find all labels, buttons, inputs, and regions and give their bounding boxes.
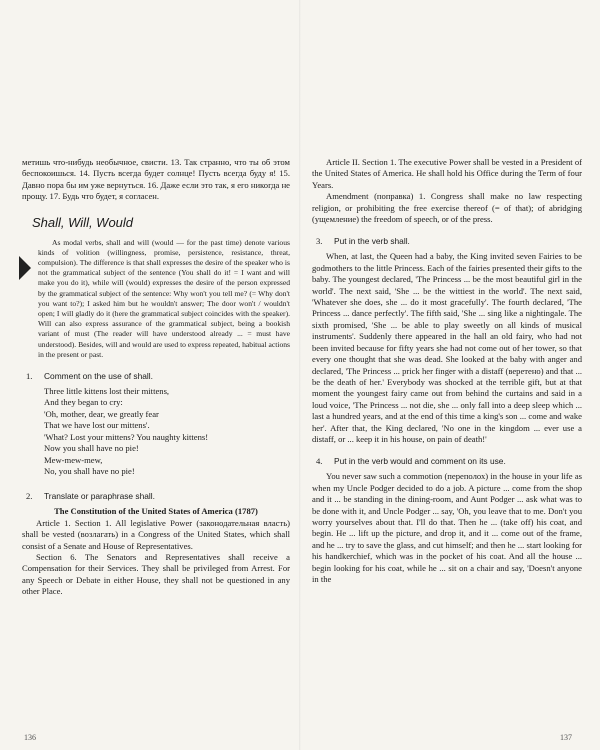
poem-line: Three little kittens lost their mittens,	[44, 386, 170, 397]
exercise-title: Comment on the use of shall.	[44, 371, 153, 382]
exercise-title: Put in the verb would and comment on its use.	[334, 456, 506, 467]
exercise-number: 2.	[26, 491, 33, 502]
poem-line: No, you shall have no pie!	[44, 465, 135, 476]
left-page	[22, 157, 290, 598]
article-1-text: Article 1. Section 1. All legislative Power (законодательная власть) shall be vested (возлагать) in a Congress of the United States, which shall consist of a Senate and House of Representatives.	[22, 517, 290, 551]
continued-text: метишь что-нибудь необычное, свисти. 13. Так странно, что ты об этом беспокоишься. 14. Пусть всегда будет солнце! Пусть всегда буду я! 15. Давно пора бы им уже вернуться. 16. Даже если это так, я его никогда не прощу. 17. Будь что будет, я согласен.	[22, 157, 290, 202]
amendment-text: Amendment (поправка) 1. Congress shall make no law respecting religion, or prohibiting the free exercise thereof (= of that); of abridging (ущемление) the freedom of speech, or of the press.	[312, 191, 582, 225]
left-page-number: 136	[24, 733, 36, 742]
exercise-2-header	[22, 491, 290, 501]
grammar-note	[22, 238, 290, 360]
right-page-number: 137	[560, 733, 572, 742]
exercise-number: 3.	[316, 236, 323, 247]
exercise-number: 4.	[316, 456, 323, 467]
exercise-4-header	[312, 456, 582, 466]
exercise-title: Put in the verb shall.	[334, 236, 410, 247]
grammar-note-text: As modal verbs, shall and will (would — for the past time) denote various kinds of volition (willingness, promise, persistence, resistance, threat, compulsion). The difference is that shall expresses the desire of the speaker who is not the grammatical subject of the sentence (You shall do it! = I want and will make you do it), while will (would) expresses the desire of the person expressed by the grammatical subject of the sentence: Why won't you tell me? (= Why don't you want to?); I asked him but he wouldn't answer; The door won't / wouldn't open; I will gladly do it (here the grammatical subject coincides with the speaker). Will can also express assurance of the grammatical subject, being a bookish variant of must (The reader will have understood already ... = must have understood). Besides, will and would are used to express repeated, habitual actions in the present or past.	[38, 237, 290, 359]
article-2-text: Article II. Section 1. The executive Power shall be vested in a President of the United States of America. He shall hold his Office during the Term of four Years.	[312, 157, 582, 190]
exercise-3-text: When, at last, the Queen had a baby, the King invited seven Fairies to be godmothers to the little Princess. Each of the fairies presented their gifts to the baby. The youngest declared, 'The Princess ... be the most beautiful girl in the world'. The next said, 'She ... be the wittiest in the world'. The next said, 'Whatever she does, she ... do it most gracefully'. The fourth declared, 'The Princess ... dance perfectly'. The fifth said, 'She ... sing like a nightingale. The sixth promised, 'She ... be able to play sweetly on all kinds of musical instruments'. Suddenly there appeared in the hall an old fairy, who had not been invited because for fifty years she had not come out of her tower, so that every one thought that she was dead. She looked at the baby with anger and declared, 'The Princess ... prick her finger with a distaff (веретено) and that ... be the death of her.' Everybody was shocked at the terrible gift, but at that moment the youngest fairy came out from behind the curtains and said in a loud voice, 'The Princess ... not die, she ... only fall into a deep sleep which ... last a hundred years, and at the end of this time a king's son ... come and wake her'. After that, the King declared, 'No one in the kingdom ... ever use a distaff, or ... keep it in his house, on pain of death!'	[312, 251, 582, 444]
book-gutter	[299, 0, 301, 750]
section-6-text: Section 6. The Senators and Representatives shall receive a Compensation for their Services. They shall be privileged from Arrest. For any Speech or Debate in either House, they shall not be questioned in any other Place.	[22, 551, 290, 597]
right-page	[312, 157, 582, 585]
poem-line: And they began to cry:	[44, 397, 123, 408]
poem-line: Now you shall have no pie!	[44, 443, 139, 454]
poem-line: Mew-mew-mew,	[44, 454, 103, 465]
exercise-4-text: You never saw such a commotion (переполох) in the house in your life as when my Uncle Podger decided to do a job. A picture ... come from the shop and it ... be standing in the dining-room, and Aunt Podger ... ask what was to be done with it, and Uncle Podger ... say, 'Oh, you leave that to me. Don't you worry yourselves about that. I'll do that. Then he ... (take off) his coat, and begin. He ... lift up the picture, and drop it, and it ... come out of the frame, and he ... try to save the glass, and cut himself; and then he ... start looking for his handkerchief, which was in the pocket of his coat. And all the house ... begin looking for his coat, while he ... sit on a chair and say, 'Doesn't anyone in the	[312, 471, 582, 584]
exercise-number: 1.	[26, 371, 33, 382]
constitution-title: The Constitution of the United States of America (1787)	[54, 506, 258, 517]
poem	[22, 386, 290, 477]
section-title: Shall, Will, Would	[32, 214, 134, 230]
poem-line: 'Oh, mother, dear, we greatly fear	[44, 408, 159, 419]
exercise-3-header	[312, 236, 582, 246]
pointer-arrow-icon	[19, 256, 31, 280]
exercise-1-header	[22, 371, 290, 381]
poem-line: That we have lost our mittens'.	[44, 420, 150, 431]
poem-line: 'What? Lost your mittens? You naughty kittens!	[44, 431, 209, 442]
exercise-title: Translate or paraphrase shall.	[44, 491, 155, 502]
